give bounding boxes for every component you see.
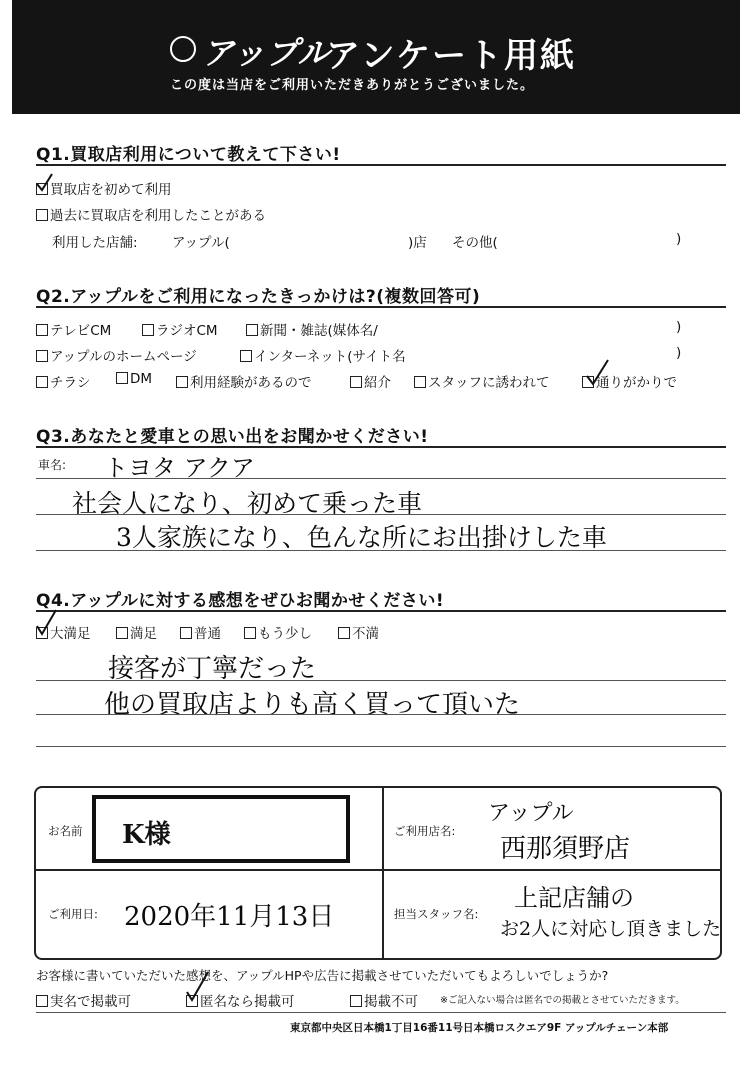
q1-divider <box>36 164 726 166</box>
option-label: 満足 <box>130 626 157 642</box>
option-label: 新聞・雑誌(媒体名/ <box>260 323 378 339</box>
consent-option-real-name[interactable] <box>36 990 131 1010</box>
q1-title: Q1.買取店利用について教えて下さい! <box>36 145 341 165</box>
name-label: お名前 <box>48 824 83 838</box>
option-label: ラジオCM <box>156 323 218 339</box>
q1-store-label: 利用した店舗: <box>52 235 138 251</box>
q3-title: Q3.あなたと愛車との思い出をお聞かせください! <box>36 427 429 447</box>
checkbox[interactable] <box>116 372 128 384</box>
q3-memory-line-2: 3人家族になり、色んな所にお出掛けした車 <box>116 523 607 552</box>
q2-option-dm[interactable] <box>116 371 152 387</box>
q2-option-radio[interactable] <box>142 319 218 339</box>
q1-store-other: その他( <box>452 235 498 251</box>
q4-option-dissatisfied[interactable] <box>338 622 379 642</box>
q2-option-referral[interactable] <box>350 371 391 391</box>
checkbox[interactable] <box>414 376 426 388</box>
store-value-line-1: アップル <box>488 801 574 826</box>
q4-option-normal[interactable] <box>180 622 221 642</box>
staff-value-line-1: 上記店舗の <box>514 884 634 912</box>
checkmark-icon <box>34 172 54 194</box>
q4-comment-line-1: 接客が丁寧だった <box>108 654 317 684</box>
q3-memory-line-1: 社会人になり、初めて乗った車 <box>72 489 423 518</box>
q1-option-first-time[interactable] <box>36 178 172 198</box>
q2-option-newspaper[interactable] <box>246 319 378 339</box>
option-label: 利用経験があるので <box>190 375 312 391</box>
option-label: 実名で掲載可 <box>50 994 131 1010</box>
q2-option-internet[interactable] <box>240 345 406 365</box>
brand-logo: アップル <box>202 34 331 72</box>
checkbox[interactable] <box>244 627 256 639</box>
checkbox[interactable] <box>142 324 154 336</box>
footer-divider <box>36 1012 726 1013</box>
checkbox[interactable] <box>116 627 128 639</box>
q4-comment-line-2: 他の買取店よりも高く買って頂いた <box>104 690 521 720</box>
q3-line <box>36 478 726 479</box>
q2-close-paren-1: ) <box>676 319 682 335</box>
staff-value-line-2: お2人に対応し頂きました <box>500 918 722 940</box>
checkbox[interactable] <box>176 376 188 388</box>
checkbox[interactable] <box>36 324 48 336</box>
q4-option-somewhat[interactable] <box>244 622 312 642</box>
option-label: 普通 <box>194 626 221 642</box>
q2-option-staff[interactable] <box>414 371 550 391</box>
consent-question: お客様に書いていただいた感想を、アップルHPや広告に掲載させていただいてもよろしいでしょうか? <box>36 968 609 983</box>
q1-option-used-before[interactable] <box>36 204 266 224</box>
option-label: インターネット(サイト名 <box>254 349 406 365</box>
page-title: アンケート用紙 <box>326 36 576 76</box>
option-label: 紹介 <box>364 375 391 391</box>
q1-store-apple: アップル( <box>172 235 230 251</box>
thanks-message: この度は当店をご利用いただきありがとうございました。 <box>170 78 535 93</box>
checkbox[interactable] <box>350 995 362 1007</box>
option-label: アップルのホームページ <box>50 349 197 365</box>
date-label: ご利用日: <box>48 907 98 921</box>
option-label: チラシ <box>50 375 91 391</box>
q3-car-label: 車名: <box>38 458 67 472</box>
q4-divider <box>36 610 726 612</box>
option-label: もう少し <box>258 626 312 642</box>
option-label: 匿名なら掲載可 <box>200 994 295 1010</box>
consent-option-no-publish[interactable] <box>350 990 418 1010</box>
checkbox[interactable] <box>36 209 48 221</box>
option-label: 通りがかりで <box>596 375 677 391</box>
q4-line <box>36 680 726 681</box>
checkbox[interactable] <box>180 627 192 639</box>
card-divider <box>382 788 384 958</box>
q4-option-satisfied[interactable] <box>116 622 157 642</box>
q4-line <box>36 714 726 715</box>
option-label: スタッフに誘われて <box>428 375 550 391</box>
option-label: 不満 <box>352 626 379 642</box>
q4-title: Q4.アップルに対する感想をぜひお聞かせください! <box>36 591 445 611</box>
checkbox[interactable] <box>350 376 362 388</box>
q2-option-experience[interactable] <box>176 371 312 391</box>
q4-line <box>36 746 726 747</box>
checkmark-icon <box>34 608 58 638</box>
q1-store-suffix: )店 <box>408 235 427 251</box>
q2-close-paren-2: ) <box>676 345 682 361</box>
q2-option-flyer[interactable] <box>36 371 91 391</box>
apple-logo-icon <box>170 36 196 62</box>
checkbox[interactable] <box>36 376 48 388</box>
q3-car-name: トヨタ アクア <box>104 454 255 482</box>
date-value: 2020年11月13日 <box>124 902 335 932</box>
checkbox[interactable] <box>246 324 258 336</box>
q2-title: Q2.アップルをご利用になったきっかけは?(複数回答可) <box>36 287 481 307</box>
footer-address: 東京都中央区日本橋1丁目16番11号日本橋ロスクエア9F アップルチェーン本部 <box>290 1022 669 1034</box>
option-label: 掲載不可 <box>364 994 418 1010</box>
name-value: K様 <box>122 820 171 850</box>
option-label: テレビCM <box>50 323 112 339</box>
option-label: DM <box>130 371 153 387</box>
q3-line <box>36 514 726 515</box>
checkmark-icon <box>184 970 210 1004</box>
q2-option-homepage[interactable] <box>36 345 197 365</box>
checkmark-icon <box>584 358 610 388</box>
checkbox[interactable] <box>36 995 48 1007</box>
option-label: 買取店を初めて利用 <box>50 182 172 198</box>
checkbox[interactable] <box>240 350 252 362</box>
option-label: 過去に買取店を利用したことがある <box>50 208 266 224</box>
staff-label: 担当スタッフ名: <box>394 907 479 921</box>
consent-note: ※ご記入ない場合は匿名での掲載とさせていただきます。 <box>440 995 685 1006</box>
store-label: ご利用店名: <box>394 824 456 838</box>
q2-divider <box>36 306 726 308</box>
option-label: 大満足 <box>50 626 91 642</box>
checkbox[interactable] <box>338 627 350 639</box>
q2-option-tv[interactable] <box>36 319 111 339</box>
q3-line <box>36 550 726 551</box>
card-divider <box>36 869 720 871</box>
checkbox[interactable] <box>36 350 48 362</box>
q1-close-paren: ) <box>676 231 682 247</box>
store-value-line-2: 西那須野店 <box>500 834 631 864</box>
